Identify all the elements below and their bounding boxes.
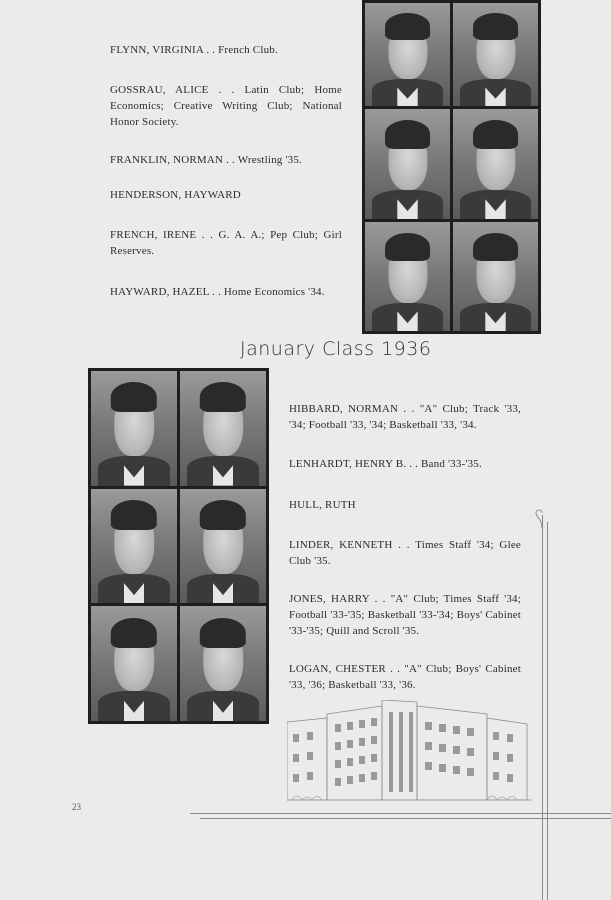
portrait-photo bbox=[91, 371, 177, 486]
portrait-photo bbox=[180, 606, 266, 721]
top-photo-grid bbox=[362, 0, 541, 334]
school-building-illustration bbox=[287, 700, 532, 806]
entry-henderson-hayward: HENDERSON, HAYWARD bbox=[110, 189, 241, 201]
bottom-photo-grid bbox=[88, 368, 269, 724]
entry-jones-harry: JONES, HARRY . . "A" Club; Times Staff '34; Football '33-'35; Basketball '33-'34; Boys' Cabinet '33-'35; Quill and Scroll '35. bbox=[289, 593, 521, 637]
entry-logan-chester: LOGAN, CHESTER . . "A" Club; Boys' Cabinet '33, '36; Basketball '33, '36. bbox=[289, 663, 521, 691]
portrait-photo bbox=[91, 489, 177, 604]
portrait-photo bbox=[453, 3, 538, 106]
decorative-vertical-rule bbox=[542, 515, 543, 900]
portrait-photo bbox=[91, 606, 177, 721]
entry-gossrau-alice: GOSSRAU, ALICE . . Latin Club; Home Economics; Creative Writing Club; National Honor Society. bbox=[110, 84, 342, 128]
section-title: January Class 1936 bbox=[240, 338, 432, 360]
portrait-photo bbox=[453, 222, 538, 331]
portrait-photo bbox=[180, 489, 266, 604]
decorative-horizontal-rule bbox=[200, 818, 611, 819]
entry-linder-kenneth: LINDER, KENNETH . . Times Staff '34; Glee Club '35. bbox=[289, 539, 521, 567]
decorative-horizontal-rule bbox=[190, 813, 611, 814]
entry-lenhardt-henry: LENHARDT, HENRY B. . . Band '33-'35. bbox=[289, 458, 482, 470]
entry-flynn-virginia: FLYNN, VIRGINIA . . French Club. bbox=[110, 44, 278, 56]
portrait-photo bbox=[180, 371, 266, 486]
entry-hull-ruth: HULL, RUTH bbox=[289, 499, 356, 511]
decorative-vertical-rule bbox=[547, 522, 548, 900]
entry-hayward-hazel: HAYWARD, HAZEL . . Home Economics '34. bbox=[110, 286, 325, 298]
portrait-photo bbox=[365, 109, 450, 219]
scroll-ornament-icon bbox=[532, 508, 552, 530]
entry-franklin-norman: FRANKLIN, NORMAN . . Wrestling '35. bbox=[110, 154, 302, 166]
entry-french-irene: FRENCH, IRENE . . G. A. A.; Pep Club; Girl Reserves. bbox=[110, 229, 342, 257]
page-number: 23 bbox=[72, 802, 81, 812]
entry-hibbard-norman: HIBBARD, NORMAN . . "A" Club; Track '33, '34; Football '33, '34; Basketball '33, '34. bbox=[289, 403, 521, 431]
portrait-photo bbox=[365, 222, 450, 331]
portrait-photo bbox=[365, 3, 450, 106]
portrait-photo bbox=[453, 109, 538, 219]
